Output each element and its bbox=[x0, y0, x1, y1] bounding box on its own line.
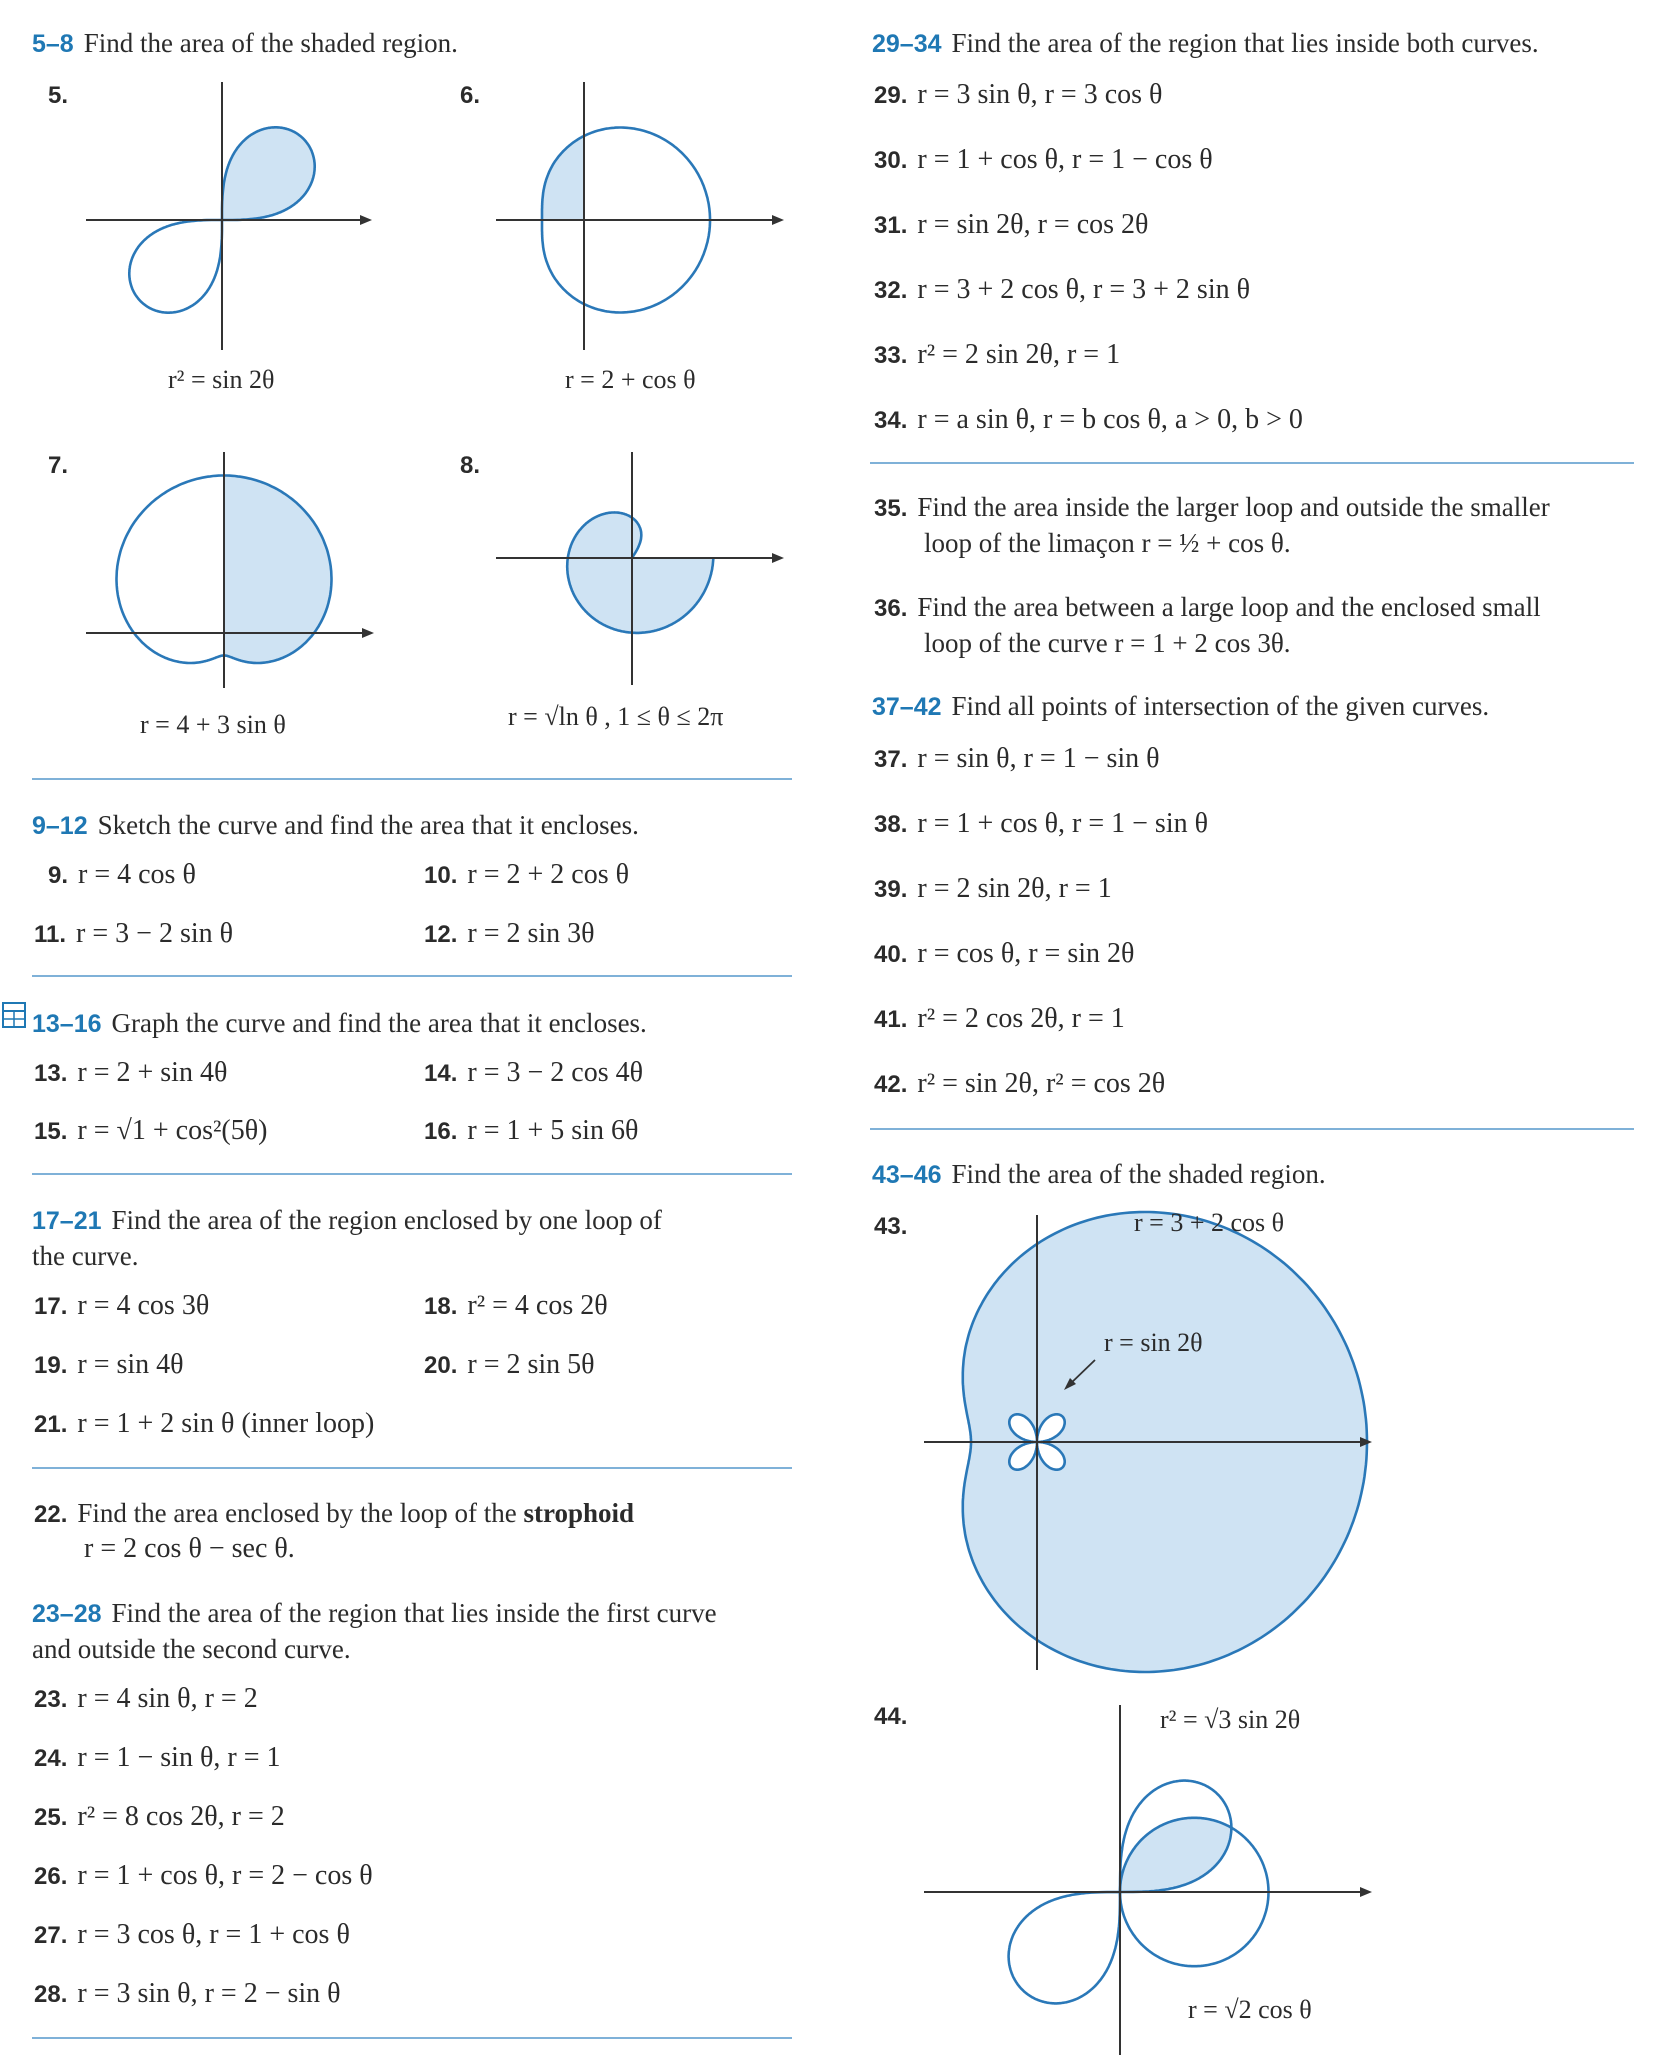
section-17-21-header bbox=[32, 1203, 662, 1238]
range-label: 29–34 bbox=[872, 30, 942, 58]
problem-30: 30. r = 1 + cos θ, r = 1 − cos θ bbox=[874, 144, 1213, 175]
section-9-12-header bbox=[32, 808, 639, 843]
range-label: 17–21 bbox=[32, 1207, 102, 1235]
figure-7-equation: r = 4 + 3 sin θ bbox=[140, 710, 286, 739]
problem-39: 39. r = 2 sin 2θ, r = 1 bbox=[874, 873, 1112, 904]
range-label: 43–46 bbox=[872, 1161, 942, 1189]
section-29-34-header bbox=[872, 26, 1539, 61]
range-label: 23–28 bbox=[32, 1600, 102, 1628]
figure-43-equation-1: r = 3 + 2 cos θ bbox=[1134, 1208, 1285, 1237]
problem-34: 34. r = a sin θ, r = b cos θ, a > 0, b > 0 bbox=[874, 404, 1303, 435]
problem-23: 23. r = 4 sin θ, r = 2 bbox=[34, 1683, 258, 1714]
shaded-loop bbox=[222, 127, 315, 220]
x-axis-arrow bbox=[772, 553, 784, 563]
divider bbox=[32, 1173, 792, 1175]
graphing-calculator-icon bbox=[2, 1002, 26, 1028]
problem-24: 24. r = 1 − sin θ, r = 1 bbox=[34, 1742, 281, 1773]
range-label: 37–42 bbox=[872, 693, 942, 721]
problem-32: 32. r = 3 + 2 cos θ, r = 3 + 2 sin θ bbox=[874, 274, 1251, 305]
range-label: 9–12 bbox=[32, 812, 88, 840]
figure-43-limacon-rose bbox=[920, 1210, 1380, 1680]
instruction: Graph the curve and find the area that it encloses. bbox=[111, 1008, 647, 1038]
problem-18: 18. r² = 4 cos 2θ bbox=[424, 1290, 608, 1321]
section-5-8-header bbox=[32, 26, 458, 61]
figure-5-lemniscate bbox=[80, 80, 380, 360]
problem-33: 33. r² = 2 sin 2θ, r = 1 bbox=[874, 339, 1121, 370]
problem-26: 26. r = 1 + cos θ, r = 2 − cos θ bbox=[34, 1860, 373, 1891]
figure-8-spiral bbox=[492, 450, 792, 690]
x-axis-arrow bbox=[362, 628, 374, 638]
problem-25: 25. r² = 8 cos 2θ, r = 2 bbox=[34, 1801, 285, 1832]
instruction: Find the area of the shaded region. bbox=[951, 1159, 1326, 1189]
section-23-28-header bbox=[32, 1596, 717, 1631]
instruction-cont: the curve. bbox=[32, 1241, 139, 1271]
problem-19: 19. r = sin 4θ bbox=[34, 1349, 184, 1380]
instruction: Find all points of intersection of the given curves. bbox=[951, 691, 1490, 721]
section-13-16-header bbox=[32, 1006, 647, 1041]
range-label: 13–16 bbox=[32, 1010, 102, 1038]
figure-number: 44. bbox=[874, 1703, 908, 1730]
instruction-cont: and outside the second curve. bbox=[32, 1634, 351, 1664]
range-label: 5–8 bbox=[32, 30, 74, 58]
instruction: Find the area of the region that lies inside both curves. bbox=[951, 28, 1539, 58]
instruction: Sketch the curve and find the area that it encloses. bbox=[97, 810, 639, 840]
problem-12: 12. r = 2 sin 3θ bbox=[424, 918, 595, 949]
problem-9: 9. r = 4 cos θ bbox=[48, 859, 196, 890]
problem-36-cont: loop of the curve r = 1 + 2 cos 3θ. bbox=[924, 628, 1291, 658]
x-axis-arrow bbox=[1360, 1887, 1372, 1897]
figure-8-equation: r = √ln θ , 1 ≤ θ ≤ 2π bbox=[508, 702, 724, 731]
problem-35-cont: loop of the limaçon r = ½ + cos θ. bbox=[924, 528, 1291, 558]
problem-41: 41. r² = 2 cos 2θ, r = 1 bbox=[874, 1003, 1125, 1034]
instruction: Find the area of the region that lies inside the first curve bbox=[111, 1598, 717, 1628]
problem-10: 10. r = 2 + 2 cos θ bbox=[424, 859, 630, 890]
problem-42: 42. r² = sin 2θ, r² = cos 2θ bbox=[874, 1068, 1166, 1099]
divider bbox=[32, 975, 792, 977]
figure-6-equation: r = 2 + cos θ bbox=[565, 365, 696, 394]
problem-11: 11. r = 3 − 2 sin θ bbox=[34, 918, 234, 949]
problem-22-equation: r = 2 cos θ − sec θ. bbox=[84, 1533, 295, 1564]
problem-37: 37. r = sin θ, r = 1 − sin θ bbox=[874, 743, 1160, 774]
problem-22: 22. Find the area enclosed by the loop of the strophoid bbox=[34, 1498, 635, 1528]
divider bbox=[32, 1467, 792, 1469]
problem-38: 38. r = 1 + cos θ, r = 1 − sin θ bbox=[874, 808, 1209, 839]
figure-5-equation: r² = sin 2θ bbox=[168, 365, 275, 394]
problem-28: 28. r = 3 sin θ, r = 2 − sin θ bbox=[34, 1978, 341, 2009]
instruction: Find the area of the region enclosed by one loop of bbox=[111, 1205, 662, 1235]
figure-number: 43. bbox=[874, 1213, 908, 1240]
figure-number: 5. bbox=[48, 82, 69, 109]
x-axis-arrow bbox=[360, 215, 372, 225]
problem-15: 15. r = √1 + cos²(5θ) bbox=[34, 1115, 268, 1146]
shaded-region bbox=[542, 136, 584, 220]
divider bbox=[870, 1128, 1634, 1130]
problem-14: 14. r = 3 − 2 cos 4θ bbox=[424, 1057, 644, 1088]
x-axis-arrow bbox=[772, 215, 784, 225]
shaded-region bbox=[1120, 1818, 1231, 1892]
problem-21: 21. r = 1 + 2 sin θ (inner loop) bbox=[34, 1408, 375, 1439]
figure-number: 8. bbox=[460, 452, 481, 479]
figure-43-equation-2: r = sin 2θ bbox=[1104, 1328, 1203, 1357]
problem-29: 29. r = 3 sin θ, r = 3 cos θ bbox=[874, 79, 1163, 110]
figure-44-equation-1: r² = √3 sin 2θ bbox=[1160, 1705, 1301, 1734]
section-43-46-header bbox=[872, 1157, 1326, 1192]
section-37-42-header bbox=[872, 689, 1489, 724]
problem-35: 35. Find the area inside the larger loop and outside the smaller bbox=[874, 492, 1550, 522]
problem-16: 16. r = 1 + 5 sin 6θ bbox=[424, 1115, 639, 1146]
problem-31: 31. r = sin 2θ, r = cos 2θ bbox=[874, 209, 1149, 240]
figure-6-limacon bbox=[492, 80, 792, 360]
figure-44-equation-2: r = √2 cos θ bbox=[1188, 1995, 1312, 2024]
instruction: Find the area of the shaded region. bbox=[83, 28, 458, 58]
problem-27: 27. r = 3 cos θ, r = 1 + cos θ bbox=[34, 1919, 350, 1950]
problem-40: 40. r = cos θ, r = sin 2θ bbox=[874, 938, 1135, 969]
divider bbox=[32, 2037, 792, 2039]
figure-number: 7. bbox=[48, 452, 69, 479]
problem-20: 20. r = 2 sin 5θ bbox=[424, 1349, 595, 1380]
problem-17: 17. r = 4 cos 3θ bbox=[34, 1290, 210, 1321]
divider bbox=[32, 778, 792, 780]
divider bbox=[870, 462, 1634, 464]
problem-36: 36. Find the area between a large loop and the enclosed small bbox=[874, 592, 1541, 622]
shaded-region bbox=[224, 476, 332, 664]
figure-7-limacon bbox=[82, 450, 382, 700]
problem-13: 13. r = 2 + sin 4θ bbox=[34, 1057, 228, 1088]
figure-number: 6. bbox=[460, 82, 481, 109]
